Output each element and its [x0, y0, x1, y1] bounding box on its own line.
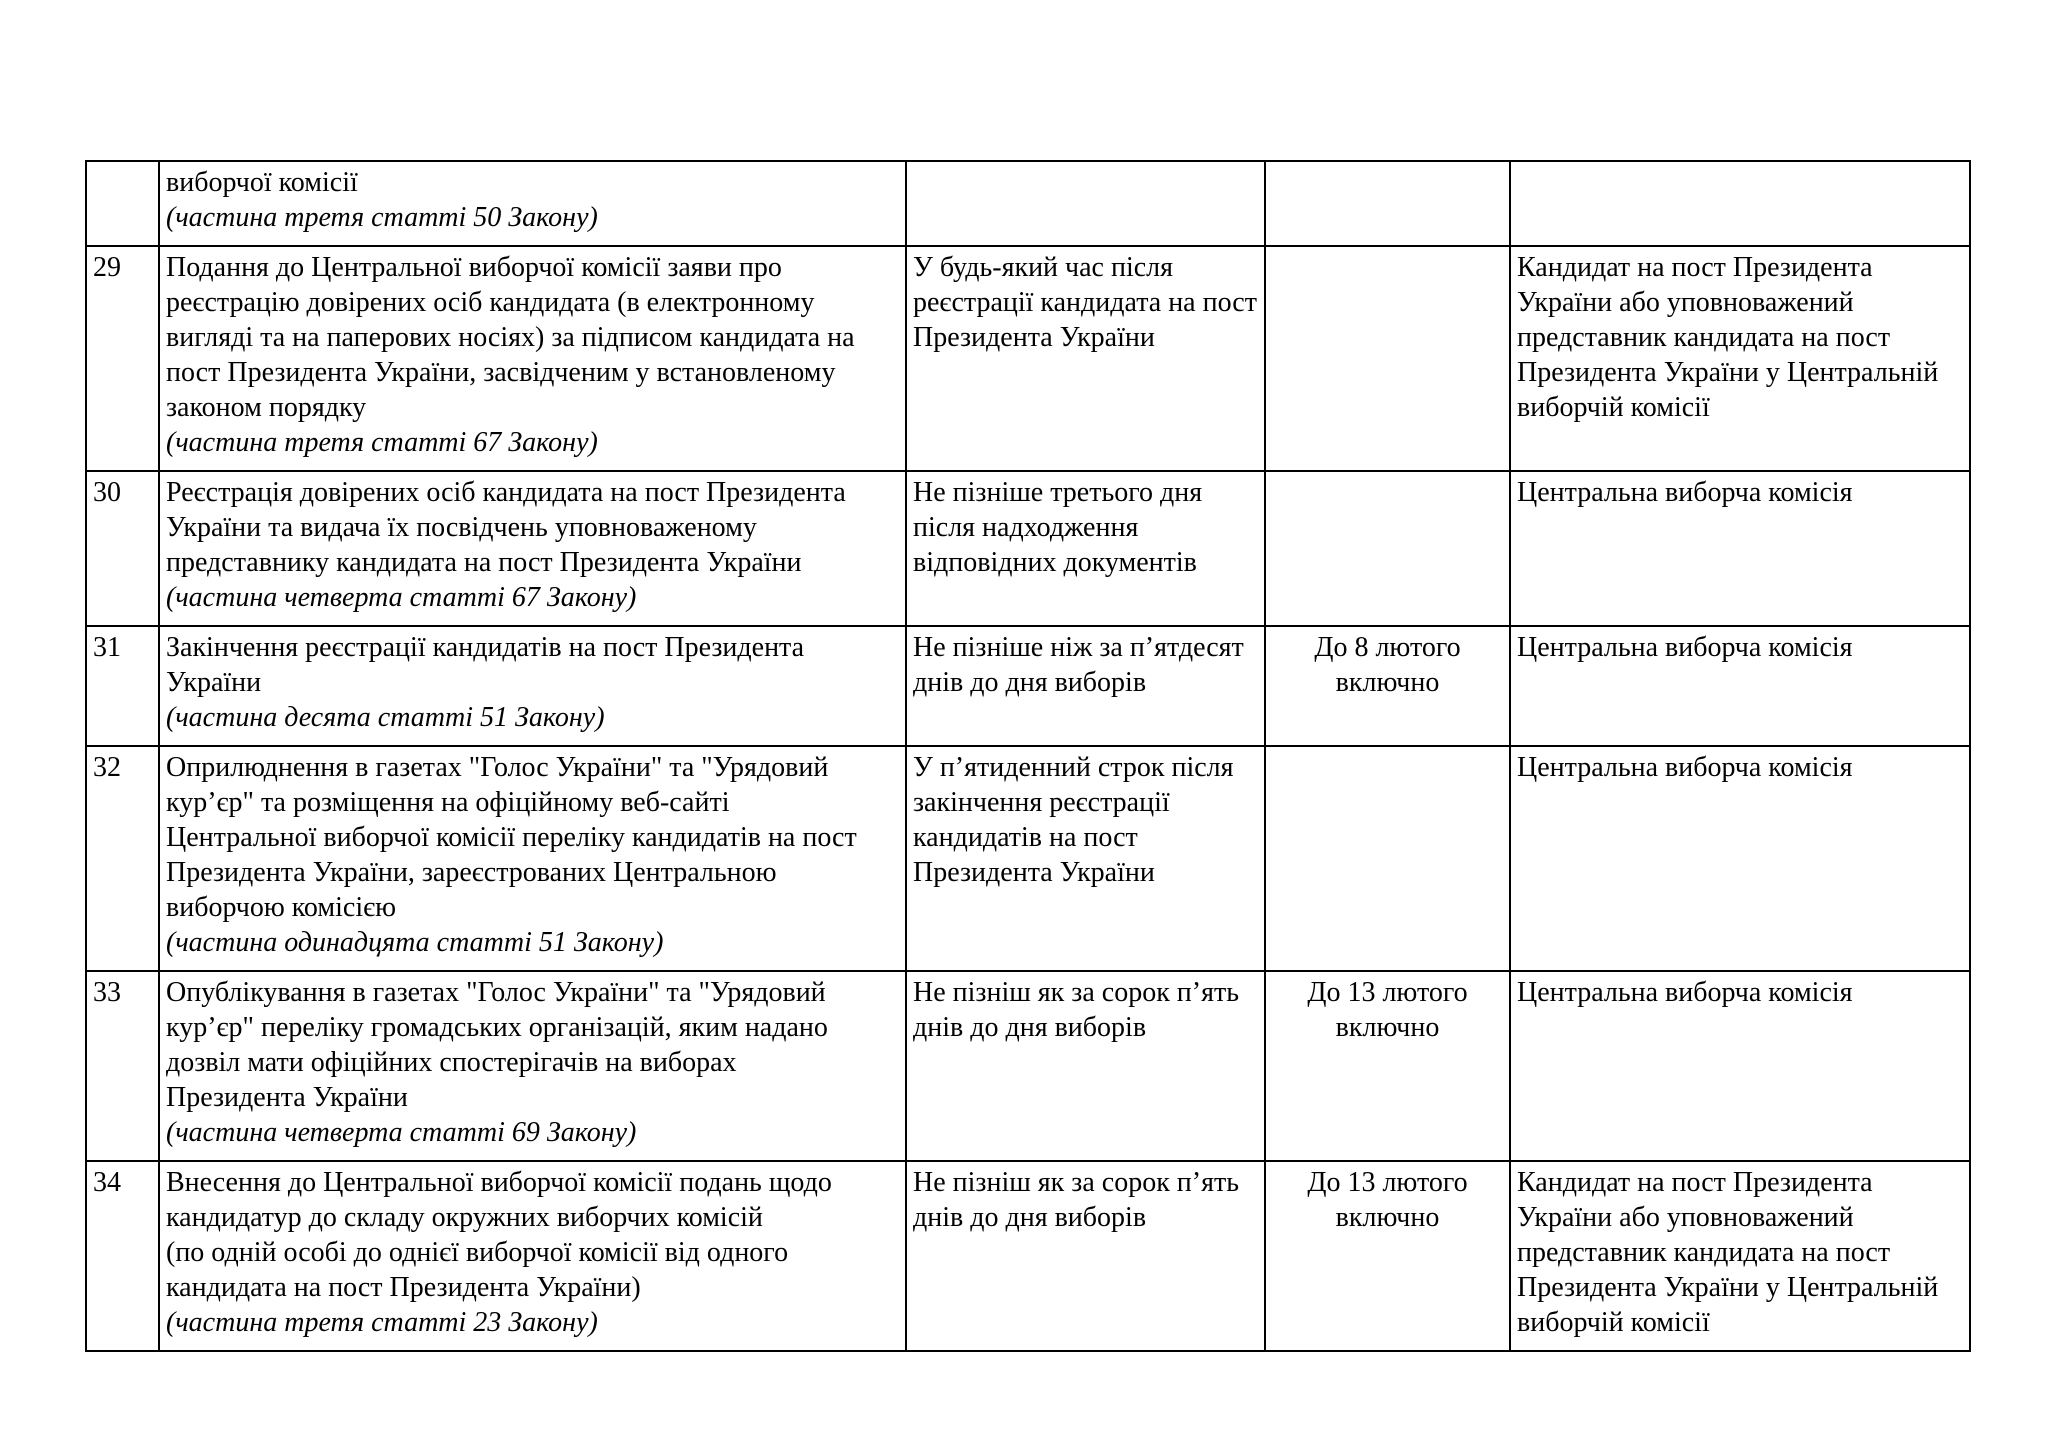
executor-cell: Кандидат на пост Президента України або уповноважений представник кандидата на пост Президента України у Центральній виборчій комісії	[1510, 1161, 1970, 1351]
row-number: 31	[86, 626, 159, 746]
action-line: вигляді та на паперових носіях) за підписом кандидата на	[166, 322, 855, 353]
action-line: кандидатур до складу окружних виборчих комісій	[166, 1202, 763, 1233]
action-line: Центральної виборчої комісії переліку кандидатів на пост	[166, 822, 857, 853]
row-number: 33	[86, 971, 159, 1161]
row-number: 29	[86, 246, 159, 471]
action-line: Оприлюднення в газетах "Голос України" та "Урядовий	[166, 752, 829, 783]
action-cell	[159, 746, 906, 971]
action-line: виборчої комісії	[166, 167, 358, 198]
deadline-cell: У будь-який час після реєстрації кандидата на пост Президента України	[906, 246, 1265, 471]
deadline-cell	[906, 161, 1265, 246]
row-number: 32	[86, 746, 159, 971]
deadline-cell: Не пізніш як за сорок п’ять днів до дня виборів	[906, 971, 1265, 1161]
action-note: кандидата на пост Президента України)	[166, 1272, 641, 1303]
action-line: Президента України, зареєстрованих Центральною	[166, 857, 777, 888]
law-reference: (частина третя статті 23 Закону)	[166, 1307, 598, 1338]
date-cell	[1265, 746, 1510, 971]
deadline-cell: Не пізніше ніж за п’ятдесят днів до дня виборів	[906, 626, 1265, 746]
action-line: дозвіл мати офіційних спостерігачів на виборах	[166, 1047, 737, 1078]
executor-cell: Центральна виборча комісія	[1510, 626, 1970, 746]
action-line: виборчою комісією	[166, 892, 397, 923]
row-number: 34	[86, 1161, 159, 1351]
action-line: Подання до Центральної виборчої комісії заяви про	[166, 252, 782, 283]
action-cell	[159, 1161, 906, 1351]
table-row	[86, 246, 1970, 471]
date-cell: До 8 лютого включно	[1265, 626, 1510, 746]
executor-cell: Центральна виборча комісія	[1510, 471, 1970, 626]
action-line: кур’єр" переліку громадських організацій, яким надано	[166, 1012, 828, 1043]
table-row	[86, 746, 1970, 971]
law-reference: (частина третя статті 50 Закону)	[166, 202, 598, 233]
table-row	[86, 1161, 1970, 1351]
date-cell: До 13 лютого включно	[1265, 971, 1510, 1161]
action-cell	[159, 161, 906, 246]
election-schedule-table	[85, 160, 1971, 1352]
executor-cell: Центральна виборча комісія	[1510, 971, 1970, 1161]
table-row	[86, 161, 1970, 246]
action-cell	[159, 246, 906, 471]
action-line: пост Президента України, засвідченим у встановленому	[166, 357, 836, 388]
action-cell	[159, 626, 906, 746]
action-line: представнику кандидата на пост Президента України	[166, 547, 802, 578]
action-line: Реєстрація довірених осіб кандидата на пост Президента	[166, 477, 846, 508]
executor-cell: Центральна виборча комісія	[1510, 746, 1970, 971]
law-reference: (частина третя статті 67 Закону)	[166, 427, 598, 458]
action-cell	[159, 971, 906, 1161]
executor-cell	[1510, 161, 1970, 246]
row-number: 30	[86, 471, 159, 626]
action-line: реєстрацію довірених осіб кандидата (в електронному	[166, 287, 815, 318]
action-line: законом порядку	[166, 392, 367, 423]
action-line: Опублікування в газетах "Голос України" та "Урядовий	[166, 977, 826, 1008]
date-cell: До 13 лютого включно	[1265, 1161, 1510, 1351]
action-cell	[159, 471, 906, 626]
law-reference: (частина четверта статті 67 Закону)	[166, 582, 637, 613]
schedule-body	[86, 161, 1970, 1351]
deadline-cell: У п’ятиденний строк після закінчення реєстрації кандидатів на пост Президента України	[906, 746, 1265, 971]
date-cell	[1265, 161, 1510, 246]
action-line: Внесення до Центральної виборчої комісії подань щодо	[166, 1167, 832, 1198]
table-row	[86, 971, 1970, 1161]
deadline-cell: Не пізніш як за сорок п’ять днів до дня виборів	[906, 1161, 1265, 1351]
date-cell	[1265, 246, 1510, 471]
action-line: України	[166, 667, 262, 698]
table-row	[86, 626, 1970, 746]
law-reference: (частина десята статті 51 Закону)	[166, 702, 605, 733]
action-line: Президента України	[166, 1082, 408, 1113]
law-reference: (частина четверта статті 69 Закону)	[166, 1117, 637, 1148]
law-reference: (частина одинадцята статті 51 Закону)	[166, 927, 664, 958]
row-number	[86, 161, 159, 246]
table-row	[86, 471, 1970, 626]
date-cell	[1265, 471, 1510, 626]
action-note: (по одній особі до однієї виборчої комісії від одного	[166, 1237, 789, 1268]
action-line: України та видача їх посвідчень уповноваженому	[166, 512, 757, 543]
deadline-cell: Не пізніше третього дня після надходження відповідних документів	[906, 471, 1265, 626]
action-line: кур’єр" та розміщення на офіційному веб-сайті	[166, 787, 730, 818]
executor-cell: Кандидат на пост Президента України або уповноважений представник кандидата на пост Президента України у Центральній виборчій комісії	[1510, 246, 1970, 471]
action-line: Закінчення реєстрації кандидатів на пост Президента	[166, 632, 805, 663]
